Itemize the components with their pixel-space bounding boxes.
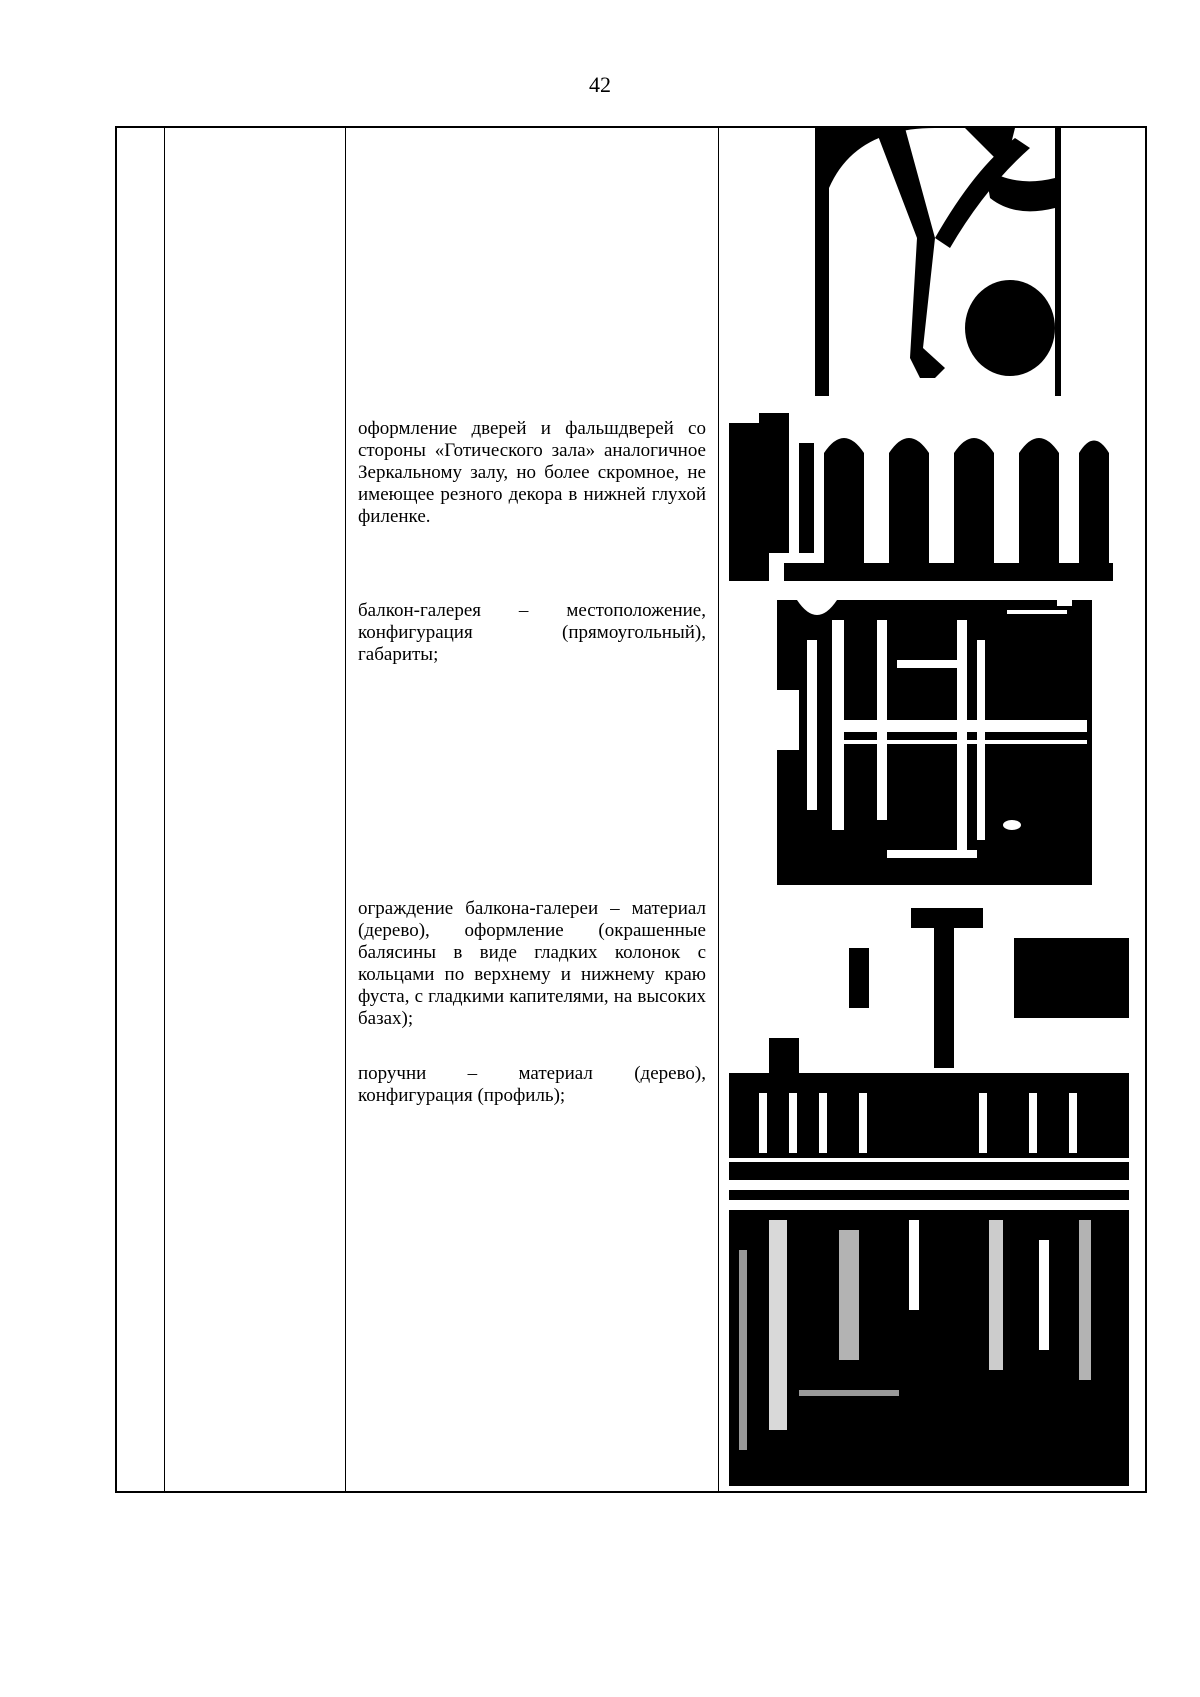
gothic-vault-photo <box>815 128 1061 396</box>
door-arches-photo <box>729 413 1113 581</box>
balustrade-photo <box>729 908 1129 1180</box>
column-divider-3 <box>718 128 719 1491</box>
balcony-gallery-photo <box>777 600 1092 885</box>
description-handrails: поручни – материал (дерево), конфигурация (профиль); <box>358 1063 706 1106</box>
page-number: 42 <box>589 72 611 97</box>
description-balustrade: ограждение балкона-галереи – материал (дерево), оформление (окрашенные балясины в виде гладких колонок с кольцами по верхнему и нижнему краю фуста, с гладкими капителями, на высоких базах); <box>358 898 706 1029</box>
heritage-table <box>115 126 1147 1493</box>
handrail-photo <box>729 1190 1129 1486</box>
column-divider-2 <box>345 128 346 1491</box>
column-divider-1 <box>164 128 165 1491</box>
description-doors: оформление дверей и фальшдверей со стороны «Готического зала» аналогичное Зеркальному залу, но более скромное, не имеющее резного декора в нижней глухой филенке. <box>358 418 706 527</box>
description-balcony-gallery: балкон-галерея – местоположение, конфигурация (прямоугольный), габариты; <box>358 600 706 665</box>
